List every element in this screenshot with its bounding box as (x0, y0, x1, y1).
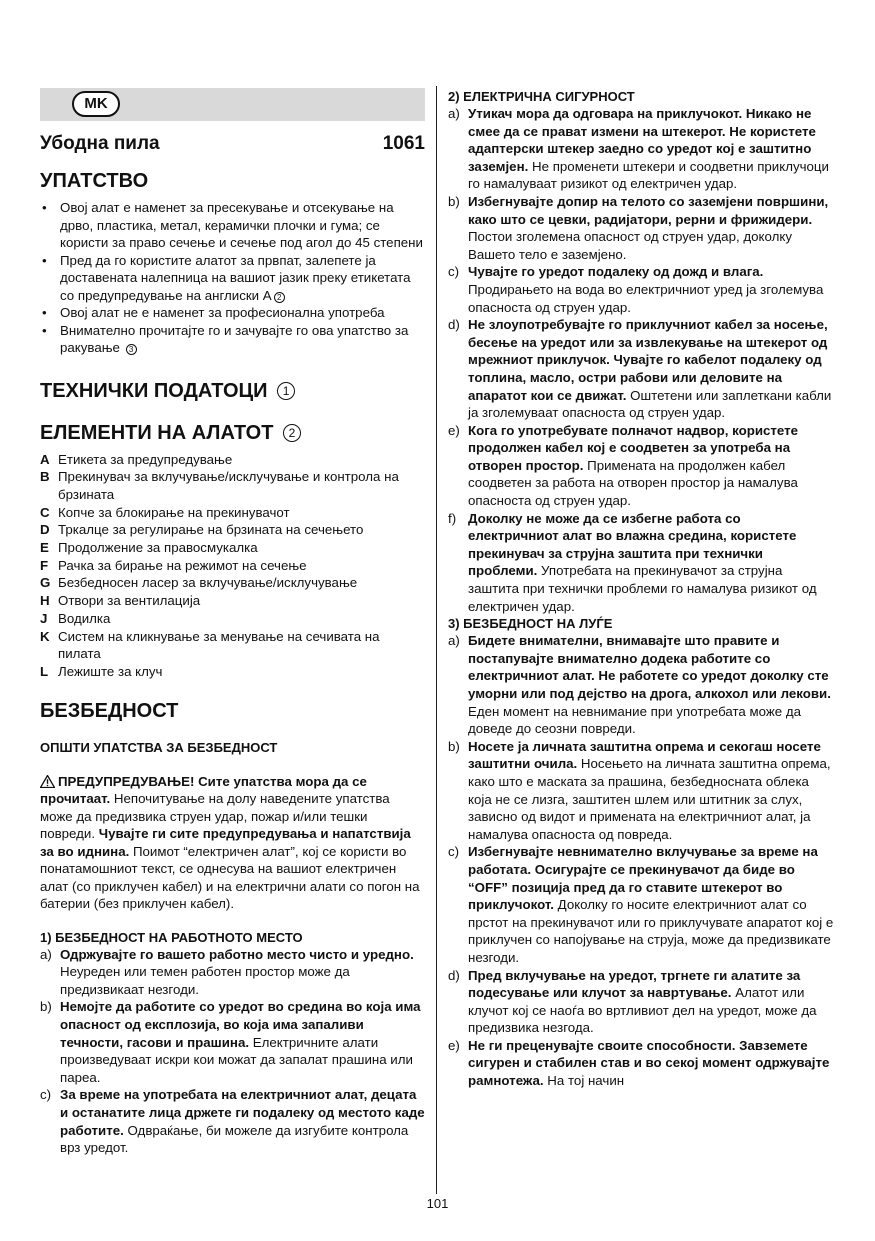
work-area-list (40, 946, 425, 1157)
list-item: H Отвори за вентилација (40, 593, 201, 609)
tech-data-heading: ТЕХНИЧКИ ПОДАТОЦИ 1 (40, 379, 425, 403)
page-number: 101 (426, 1196, 449, 1211)
list-item: • Пред да го користите алатот за првпат, залепете ја доставената налепница на вашиот јазик преку етикетата со предупредување на англиски А 2 (40, 252, 425, 305)
list-item: b) Носете ја личната заштитна опрема и секогаш носете заштитни очила. Носењето на личната заштитна опрема, како што е маската за прашина, безбедносната облека која не се лизга, заштитен шлем или штитник за слух, зависно од видот и примената на електричниот алат, ја намалува опасноста од повреда. (448, 738, 831, 842)
general-warning-paragraph: ПРЕДУПРЕДУВАЊЕ! Сите упатства мора да се прочитаат. Непочитување на долу наведените упатства може да предизвика струен удар, пожар и/или тешки повреди. Чувајте ги сите предупредувања и напатствија за во иднина. Поимот “електричен алат”, кој се користи во понатамошниот текст, се однесува на вашиот електричен алат (со приклучен кабел) и на електрични алати со погон на батерии (без приклучен кабел). (40, 773, 420, 912)
list-item: D Тркалце за регулирање на брзината на сечењето (40, 522, 364, 538)
list-item: d) Пред вклучување на уредот, тргнете ги алатите за подесување или клучот за навртување. Алатот или клучот кој се наоѓа во вртливиот дел на уредот, може да предизвика незгода. (448, 967, 817, 1036)
electrical-safety-heading: 2) ЕЛЕКТРИЧНА СИГУРНОСТ (448, 89, 635, 104)
list-item: e) Кога го употребувате полначот надвор, користете продолжен кабел кој е соодветен за употреба на отворен простор. Примената на продолжен кабел соодветен за работа на отворен простор ја намалува опасноста од струен удар. (448, 422, 799, 509)
figure-ref-badge: 2 (283, 424, 301, 442)
electrical-safety-list (448, 105, 834, 615)
list-item: C Копче за блокирање на прекинувачот (40, 504, 290, 520)
list-item: J Водилка (40, 610, 111, 626)
language-badge: MK (72, 91, 120, 117)
list-item: b) Избегнувајте допир на телото со заземјени површини, како што се цевки, радијатори, рерни и фрижидери. Постои зголемена опасност од струен удар, доколку Вашето тело е заземјено. (448, 193, 829, 262)
list-item: • Овој алат не е наменет за професионална употреба (40, 304, 425, 322)
list-item: c) Чувајте го уредот подалеку од дожд и влага. Продирањето на вода во електричниот уред ја зголемува опасноста од струен удар. (448, 264, 824, 315)
list-item: A Етикета за предупредување (40, 451, 233, 467)
instructions-list (40, 199, 425, 357)
list-item: F Рачка за бирање на режимот на сечење (40, 557, 307, 573)
list-item: b) Немојте да работите со уредот во средина во која има опасност од експлозија, во која има запаливи течности, гасови и прашина. Електричните алати произведуваат искри кои можат да запалат прашина или пареа. (40, 999, 421, 1085)
product-title-row (40, 133, 425, 155)
left-column (40, 88, 425, 1157)
safety-heading: БЕЗБЕДНОСТ (40, 699, 179, 722)
column-divider (436, 86, 437, 1194)
personal-safety-list (448, 632, 834, 1089)
general-safety-heading: ОПШТИ УПАТСТВА ЗА БЕЗБЕДНОСТ (40, 739, 278, 755)
right-column (448, 88, 834, 1090)
list-item: a) Бидете внимателни, внимавајте што правите и постапувајте внимателно додека работите со електричниот алат. Не работете со уредот доколку сте уморни или под дејство на дрога, алкохол или лекови. Еден момент на невнимание при употребата може да доведе до сеозни повреди. (448, 633, 831, 737)
figure-ref-badge: 1 (277, 382, 295, 400)
warning-triangle-icon (40, 775, 55, 788)
instructions-heading: УПАТСТВО (40, 170, 149, 192)
list-item: d) Не злоупотребувајте го приклучниот кабел за носење, бесење на уредот или за извлекување на штекерот од мрежниот приклучок. Чувајте го кабелот подалеку од топлина, масло, остри рабови или деловите на апаратот кои се движат. Оштетени или заплеткани кабли ја зголемуваат опасноста од струен удар. (448, 317, 832, 421)
model-number: 1061 (382, 133, 425, 154)
product-name: Убодна пила (40, 133, 160, 154)
list-item: • Овој алат е наменет за пресекување и отсекување на дрво, пластика, метал, керамички плочки и гума; се користи за право сечење и сечење под агол до 45 степени (40, 199, 425, 252)
list-item: L Лежиште за клуч (40, 663, 163, 679)
list-item: K Систем на кликнување за менување на сечивата на пилата (40, 628, 380, 662)
elements-list (40, 451, 425, 681)
figure-ref-badge: 2 (274, 292, 285, 303)
list-item: e) Не ги преценувајте своите способности. Завземете сигурен и стабилен став и во секој момент одржувајте рамнотежа. На тој начин (448, 1037, 830, 1089)
list-item: G Безбедносен ласер за вклучување/исклучување (40, 575, 358, 591)
list-item: E Продолжение за правосмукалка (40, 540, 258, 556)
list-item: f) Доколку не може да се избегне работа со електричниот алат во влажна средина, користете прекинувач за струјна заштита при технички проблеми. Употребата на прекинувачот за струјна заштита при технички проблеми го намалува ризикот од електричен удар. (448, 510, 817, 614)
list-item: • Внимателно прочитајте го и зачувајте го ова упатство за ракување 3 (40, 322, 425, 357)
list-item: a) Утикач мора да одговара на приклучокот. Никако не смее да се прават измени на штекерот. Не користете адаптерски штекер заедно со уредот кој е заштитно заземјен. Не променети штекери и соодветни приклучоци го намалуваат ризикот од електричен удар. (448, 106, 829, 192)
list-item: c) Избегнувајте невнимателно вклучување за време на работата. Осигурајте се прекинувачот да биде во “OFF” позиција пред да го ставите штекерот во приклучокот. Доколку го носите електричниот алат со прстот на прекинувачот или го приклучувате апаратот кој е приклучен со напојување на струја, може да предизвикате незгоди. (448, 844, 834, 965)
personal-safety-heading: 3) БЕЗБЕДНОСТ НА ЛУЃЕ (448, 616, 613, 632)
list-item: a) Одржувајте го вашето работно место чисто и уредно. Неуреден или темен работен простор може да предизвикаат незгоди. (40, 946, 414, 997)
language-bar (40, 88, 425, 121)
figure-ref-badge: 3 (126, 344, 137, 355)
list-item: B Прекинувач за вклучување/исклучување и контрола на брзината (40, 469, 399, 502)
elements-heading: ЕЛЕМЕНТИ НА АЛАТОТ 2 (40, 421, 425, 445)
work-area-heading: 1) БЕЗБЕДНОСТ НА РАБОТНОТО МЕСТО (40, 929, 303, 945)
list-item: c) За време на употребата на електричниот алат, децата и останатите лица држете ги подалеку од местото каде работите. Одвраќање, би можеле да изгубите контрола врз уредот. (40, 1087, 425, 1156)
